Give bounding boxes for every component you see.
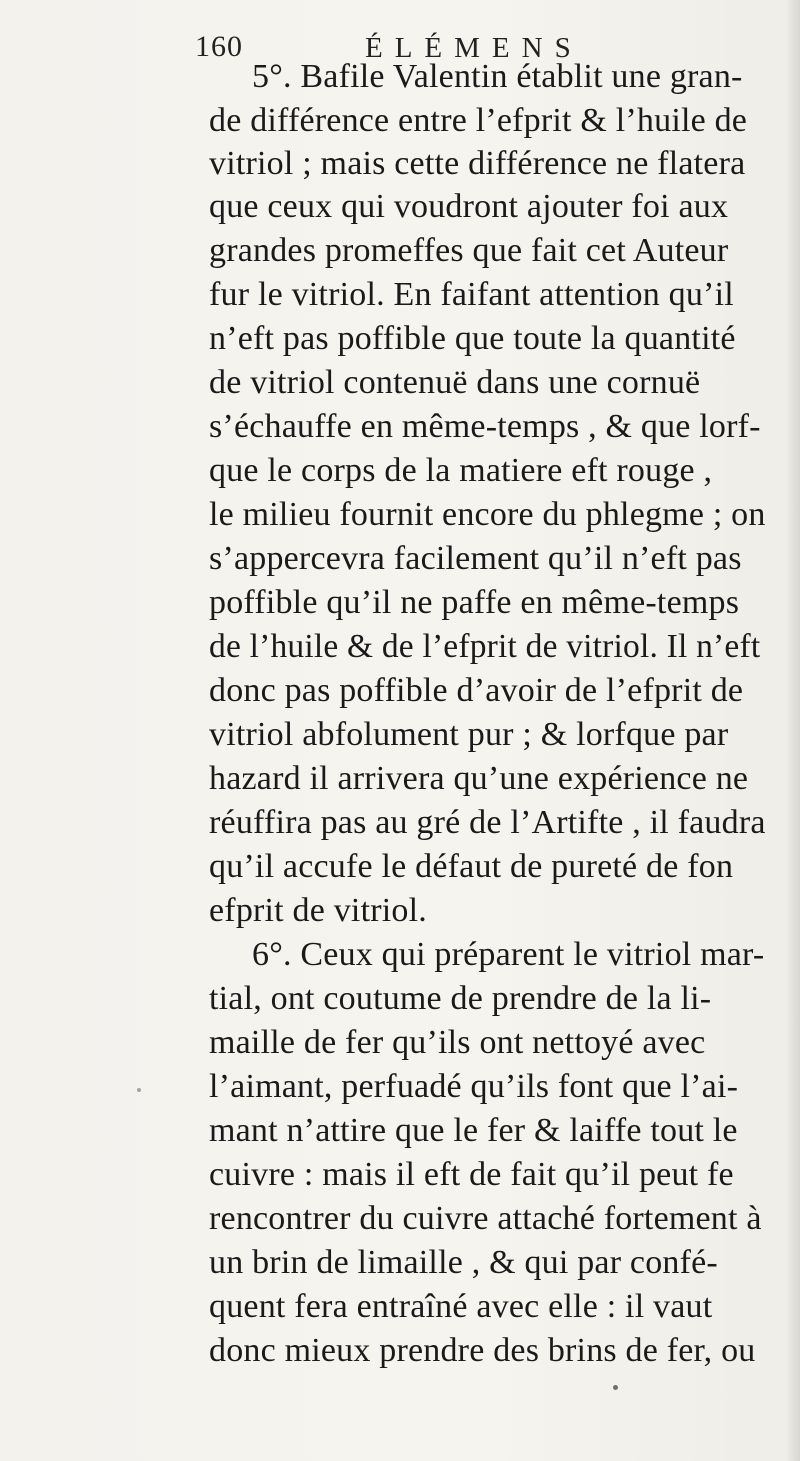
ink-speck xyxy=(613,1385,618,1390)
text-line: de l’huile & de l’efprit de vitriol. Il n’eft xyxy=(209,628,761,665)
text-line: grandes promeffes que fait cet Auteur xyxy=(209,232,729,269)
text-line: tial, ont coutume de prendre de la li- xyxy=(209,980,712,1017)
text-line: que ceux qui voudront ajouter foi aux xyxy=(209,188,729,225)
text-line: le milieu fournit encore du phlegme ; on xyxy=(209,496,766,533)
text-line: vitriol ; mais cette différence ne flatera xyxy=(209,145,746,182)
text-line: de différence entre l’efprit & l’huile de xyxy=(209,102,748,139)
page-number: 160 xyxy=(195,30,243,63)
text-line: efprit de vitriol. xyxy=(209,892,427,929)
text-line: qu’il accufe le défaut de pureté de fon xyxy=(209,848,734,885)
text-line: quent fera entraîné avec elle : il vaut xyxy=(209,1288,713,1325)
text-line: vitriol abfolument pur ; & lorfque par xyxy=(209,716,729,753)
text-line: n’eft pas poffible que toute la quantité xyxy=(209,320,736,357)
text-line: s’échauffe en même-temps , & que lorf- xyxy=(209,408,761,445)
ink-speck xyxy=(137,1088,141,1092)
text-line: de vitriol contenuë dans une cornuë xyxy=(209,364,701,401)
text-line: fur le vitriol. En faifant attention qu’il xyxy=(209,276,734,313)
text-line: maille de fer qu’ils ont nettoyé avec xyxy=(209,1024,706,1061)
text-line: poffible qu’il ne paffe en même-temps xyxy=(209,584,740,621)
text-line: réuffira pas au gré de l’Artifte , il faudra xyxy=(209,804,766,841)
text-line: donc pas poffible d’avoir de l’efprit de xyxy=(209,672,744,709)
text-line: 5°. Bafile Valentin établit une gran- xyxy=(252,58,743,95)
text-line: mant n’attire que le fer & laiffe tout le xyxy=(209,1112,738,1149)
running-title: ÉLÉMENS xyxy=(365,32,583,64)
text-line: 6°. Ceux qui préparent le vitriol mar- xyxy=(252,936,765,973)
text-line: cuivre : mais il eft de fait qu’il peut fe xyxy=(209,1156,734,1193)
text-line: rencontrer du cuivre attaché fortement à xyxy=(209,1200,762,1237)
text-line: s’appercevra facilement qu’il n’eft pas xyxy=(209,540,742,577)
text-line: que le corps de la matiere eft rouge , xyxy=(209,452,713,489)
text-line: l’aimant, perfuadé qu’ils font que l’ai- xyxy=(209,1068,739,1105)
text-line: un brin de limaille , & qui par confé- xyxy=(209,1244,718,1281)
text-line: hazard il arrivera qu’une expérience ne xyxy=(209,760,749,797)
text-line: donc mieux prendre des brins de fer, ou xyxy=(209,1332,756,1369)
